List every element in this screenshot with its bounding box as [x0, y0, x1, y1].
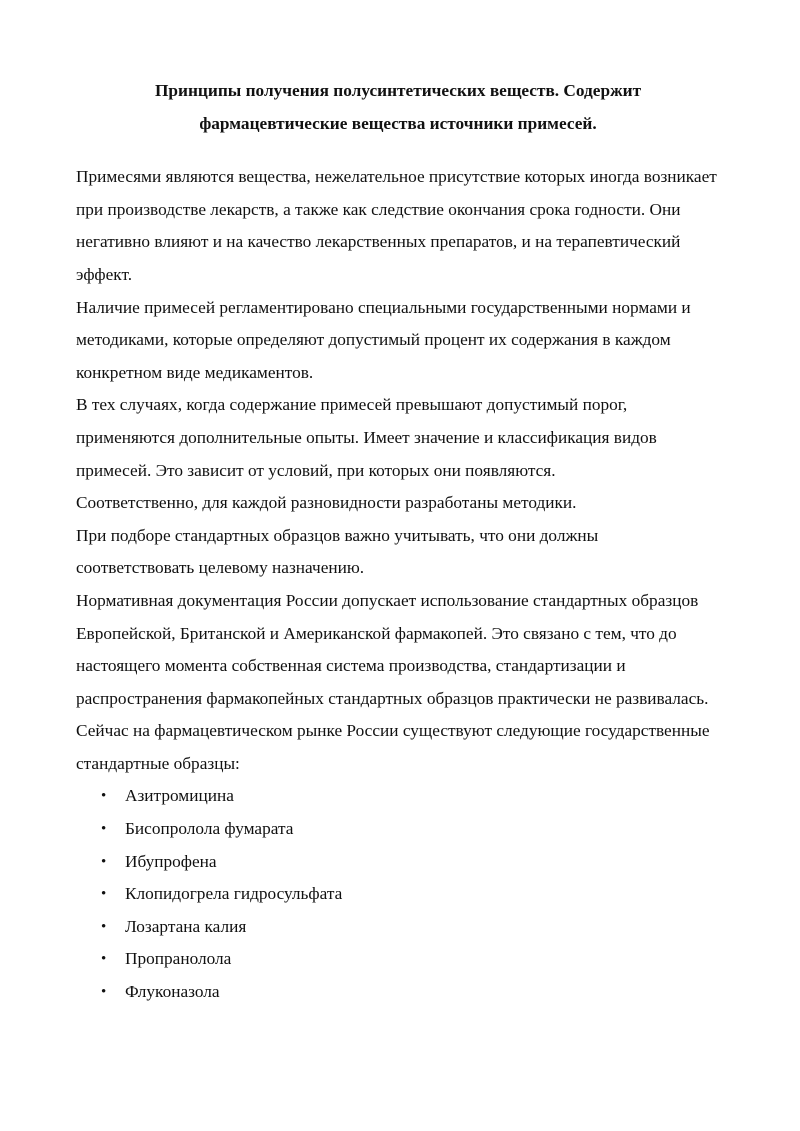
list-item-text: Бисопролола фумарата [125, 819, 294, 839]
bullet-icon: • [101, 886, 107, 903]
document-body [76, 161, 720, 1008]
list-item-text: Клопидогрела гидросульфата [125, 884, 343, 904]
bullet-icon: • [101, 918, 107, 935]
list-item [76, 911, 720, 944]
list-item-text: Флуконазола [125, 982, 220, 1002]
bullet-icon: • [101, 951, 107, 968]
bullet-icon: • [101, 984, 107, 1001]
title-line-1: Принципы получения полусинтетических веществ. Содержит [154, 81, 642, 100]
paragraph: Соответственно, для каждой разновидности разработаны методики. [76, 493, 577, 513]
list-item [76, 976, 720, 1009]
list-item [76, 813, 720, 846]
paragraph: Сейчас на фармацевтическом рынке России существуют следующие государственные стандартные образцы: [76, 721, 710, 773]
list-item [76, 846, 720, 879]
paragraph: При подборе стандартных образцов важно учитывать, что они должны соответствовать целевому назначению. [76, 525, 599, 578]
list-item-text: Пропранолола [125, 949, 232, 969]
list-item-text: Азитромицина [125, 786, 234, 806]
paragraph: В тех случаях, когда содержание примесей превышают допустимый порог, применяются дополнительные опыты. Имеет значение и классификация видов примесей. Это зависит от условий, при которых они появляются. [76, 395, 657, 480]
list-item [76, 878, 720, 911]
bullet-icon: • [101, 853, 107, 870]
document-title [76, 75, 720, 140]
title-line-2: фармацевтические вещества источники примесей. [199, 113, 597, 133]
reference-standards-list [76, 780, 720, 1008]
paragraph: Примесями являются вещества, нежелательное присутствие которых иногда возникает при производстве лекарств, а также как следствие окончания срока годности. Они негативно влияют и на качество лекарственных препаратов, и на терапевтический эффект. [76, 167, 717, 284]
paragraph: Наличие примесей регламентировано специальными государственными нормами и методиками, которые определяют допустимый процент их содержания в каждом конкретном виде медикаментов. [76, 297, 691, 382]
list-item-text: Ибупрофена [125, 851, 217, 871]
list-item [76, 943, 720, 976]
list-item-text: Лозартана калия [125, 916, 247, 936]
bullet-icon: • [101, 788, 107, 805]
bullet-icon: • [101, 821, 107, 838]
list-item [76, 780, 720, 813]
paragraph: Нормативная документация России допускает использование стандартных образцов Европейской, Британской и Американской фармакопей. Это связано с тем, что до настоящего момента собственная система производства, стандартизации и распространения фармакопейных стандартных образцов практически не развивалась. [76, 590, 709, 708]
